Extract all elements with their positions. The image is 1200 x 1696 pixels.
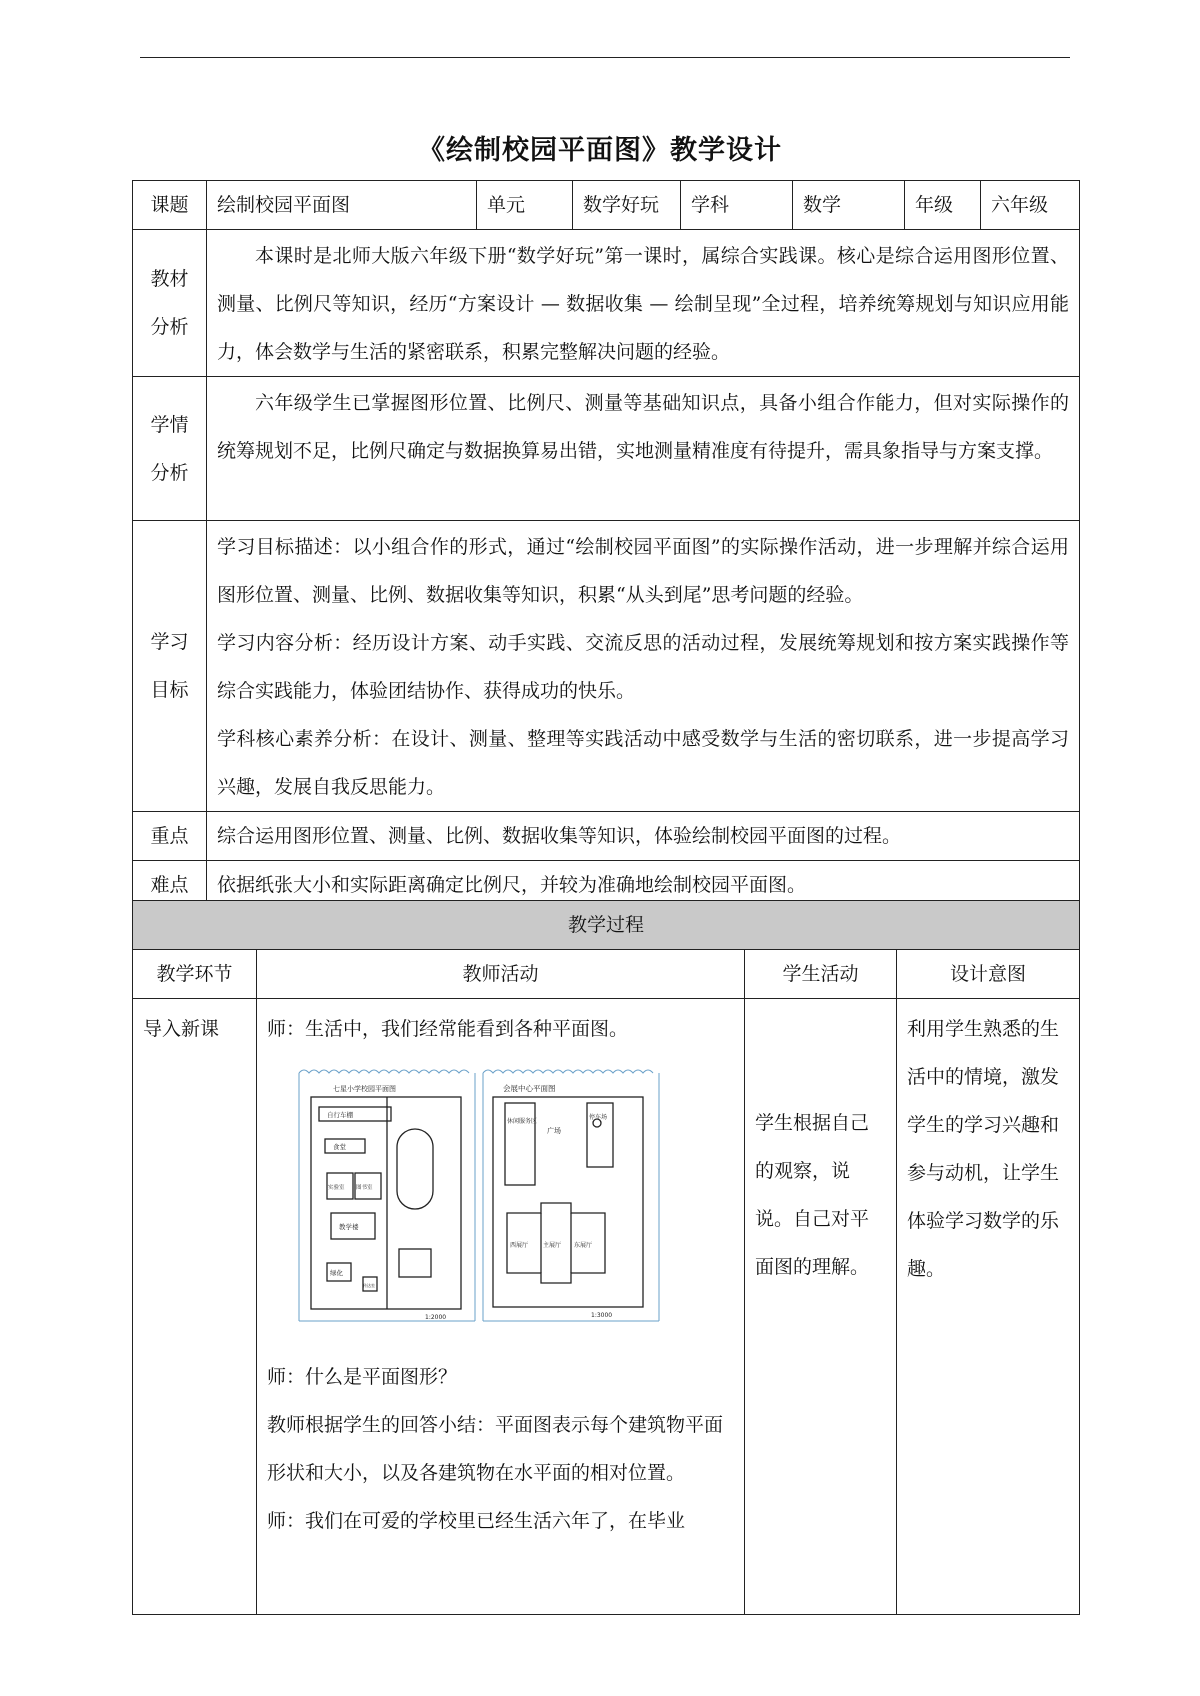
left-map-library: 图书室 xyxy=(356,1185,373,1191)
left-map-teaching-building: 教学楼 xyxy=(339,1223,359,1231)
left-map-scale: 1:2000 xyxy=(425,1314,447,1321)
material-analysis-row xyxy=(133,230,1080,377)
topic-value: 绘制校园平面图 xyxy=(207,181,477,230)
teacher-activity-intro xyxy=(257,999,745,1615)
unit-value: 数学好玩 xyxy=(573,181,681,230)
process-column-headers xyxy=(133,950,1080,999)
left-map-plan xyxy=(311,1097,461,1309)
left-map-bike-shed: 自行车棚 xyxy=(327,1111,353,1119)
left-map-lab: 实验室 xyxy=(328,1185,345,1191)
student-label-line2: 分析 xyxy=(150,461,189,484)
key-point-text: 综合运用图形位置、测量、比例、数据收集等知识，体验绘制校园平面图的过程。 xyxy=(207,812,1080,861)
grade-value: 六年级 xyxy=(981,181,1080,230)
material-analysis-text: 本课时是北师大版六年级下册“数学好玩”第一课时，属综合实践课。核心是综合运用图形位置、测量、比例尺等知识，经历“方案设计 — 数据收集 — 绘制呈现”全过程，培养统筹规划与知识应用能力，体会数学与生活的紧密联系，积累完整解决问题的经验。 xyxy=(207,230,1080,377)
process-row-intro xyxy=(133,999,1080,1615)
right-map-plan xyxy=(493,1097,643,1307)
teacher-next: 师：我们在可爱的学校里已经生活六年了，在毕业 xyxy=(267,1510,686,1532)
student-analysis-label xyxy=(133,377,207,521)
plan-maps-drawing xyxy=(297,1063,677,1343)
teaching-process-table xyxy=(132,900,1080,1615)
col-stage: 教学环节 xyxy=(133,950,257,999)
col-intent: 设计意图 xyxy=(897,950,1080,999)
learning-goals-label xyxy=(133,521,207,812)
plan-map-images xyxy=(297,1063,677,1343)
material-label-line2: 分析 xyxy=(150,316,189,338)
student-analysis-row xyxy=(133,377,1080,521)
student-activity-intro: 学生根据自己的观察，说说。自己对平面图的理解。 xyxy=(745,999,897,1615)
right-map-square: 广场 xyxy=(547,1127,561,1135)
document-title: 《绘制校园平面图》教学设计 xyxy=(418,135,782,166)
unit-label: 单元 xyxy=(477,181,573,230)
core-literacy: 学科核心素养分析：在设计、测量、整理等实践活动中感受数学与生活的密切联系，进一步提高学习兴趣，发展自我反思能力。 xyxy=(217,728,1069,798)
left-map-green: 绿化 xyxy=(330,1269,343,1277)
student-analysis-text: 六年级学生已掌握图形位置、比例尺、测量等基础知识点，具备小组合作能力，但对实际操作的统筹规划不足，比例尺确定与数据换算易出错，实地测量精准度有待提升，需具象指导与方案支撑。 xyxy=(207,377,1080,521)
key-point-label: 重点 xyxy=(133,812,207,861)
info-row xyxy=(133,181,1080,230)
col-student: 学生活动 xyxy=(745,950,897,999)
subject-label: 学科 xyxy=(681,181,793,230)
goals-label-line1: 学习 xyxy=(150,631,189,653)
key-point-row xyxy=(133,812,1080,861)
lesson-info-table xyxy=(132,180,1080,910)
goal-description: 学习目标描述：以小组合作的形式，通过“绘制校园平面图”的实际操作活动，进一步理解并综合运用图形位置、测量、比例、数据收集等知识，积累“从头到尾”思考问题的经验。 xyxy=(217,536,1069,606)
content-analysis: 学习内容分析：经历设计方案、动手实践、交流反思的活动过程，发展统筹规划和按方案实践操作等综合实践能力，体验团结协作、获得成功的快乐。 xyxy=(217,632,1069,702)
student-label-line1: 学情 xyxy=(150,413,189,436)
left-map-title: 七星小学校园平面图 xyxy=(333,1085,396,1093)
header-rule xyxy=(140,57,1070,58)
right-map-title: 会展中心平面图 xyxy=(503,1084,556,1093)
right-map-leisure: 休闲服务区 xyxy=(507,1118,538,1125)
subject-value: 数学 xyxy=(793,181,905,230)
learning-goals-text xyxy=(207,521,1080,812)
stage-intro: 导入新课 xyxy=(133,999,257,1615)
teacher-question: 师：什么是平面图形？ xyxy=(267,1366,458,1388)
right-map-parking: 停车场 xyxy=(589,1114,608,1121)
right-map-east-hall: 东展厅 xyxy=(574,1242,593,1249)
right-map-main-hall: 主展厅 xyxy=(543,1242,562,1249)
process-heading: 教学过程 xyxy=(133,901,1080,950)
left-map-canteen: 食堂 xyxy=(333,1143,346,1151)
difficulty-label: 难点 xyxy=(133,861,207,910)
material-analysis-label xyxy=(133,230,207,377)
difficulty-text: 依据纸张大小和实际距离确定比例尺，并较为准确地绘制校园平面图。 xyxy=(207,861,1080,910)
design-intent-intro: 利用学生熟悉的生活中的情境，激发学生的学习兴趣和参与动机，让学生体验学习数学的乐趣。 xyxy=(897,999,1080,1615)
right-map-scale: 1:3000 xyxy=(591,1312,613,1319)
material-label-line1: 教材 xyxy=(150,268,189,290)
process-heading-row xyxy=(133,901,1080,950)
learning-goals-row xyxy=(133,521,1080,812)
topic-label: 课题 xyxy=(133,181,207,230)
right-map-west-hall: 西展厅 xyxy=(510,1242,529,1249)
teacher-summary: 教师根据学生的回答小结：平面图表示每个建筑物平面形状和大小，以及各建筑物在水平面的相对位置。 xyxy=(267,1414,724,1484)
goals-label-line2: 目标 xyxy=(150,679,189,701)
teacher-line1: 师：生活中，我们经常能看到各种平面图。 xyxy=(267,1018,629,1040)
left-map-gatehouse: 传达室 xyxy=(363,1283,375,1288)
grade-label: 年级 xyxy=(905,181,981,230)
col-teacher: 教师活动 xyxy=(257,950,745,999)
